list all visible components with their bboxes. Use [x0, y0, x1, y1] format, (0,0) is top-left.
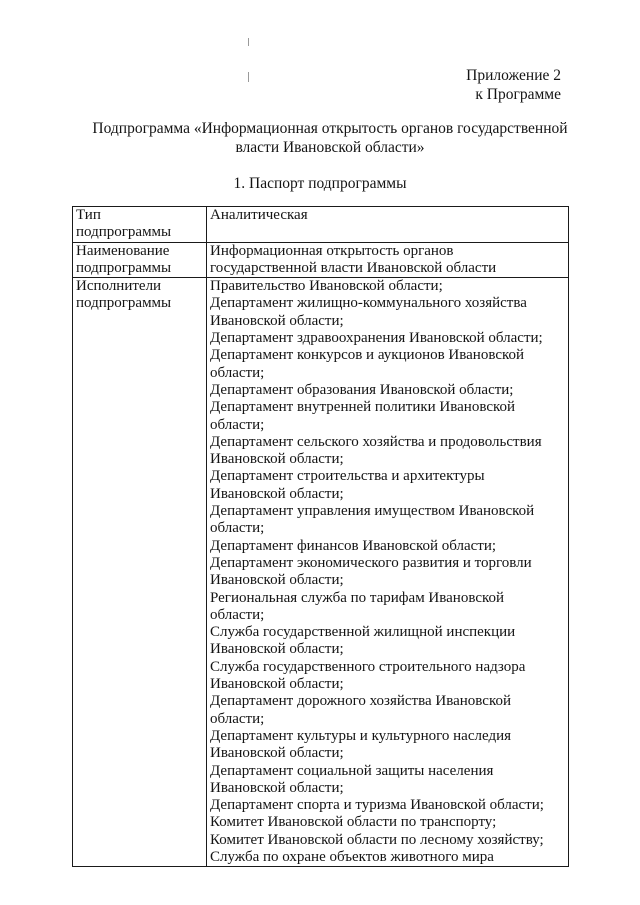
executor-line: области; — [210, 606, 265, 623]
scan-mark — [248, 72, 249, 82]
appendix-line-2: к Программе — [475, 86, 561, 103]
row-label-line: подпрограммы — [76, 259, 172, 276]
executor-line: Департамент жилищно-коммунального хозяйства — [210, 295, 527, 312]
passport-table — [72, 206, 569, 867]
executor-line: области; — [210, 520, 265, 537]
subprogram-title — [60, 119, 600, 157]
executor-line: Департамент дорожного хозяйства Ивановской — [210, 693, 512, 710]
executor-line: Департамент конкурсов и аукционов Ивановской — [210, 347, 525, 364]
executor-line: Региональная служба по тарифам Ивановской — [210, 589, 505, 606]
subprogram-title-line-1: Подпрограмма «Информационная открытость органов государственной — [92, 120, 568, 137]
executor-line: Департамент сельского хозяйства и продовольствия — [210, 433, 542, 450]
executor-line: Департамент управления имуществом Ивановской — [210, 503, 535, 520]
appendix-header — [466, 66, 561, 104]
executor-line: Ивановской области; — [210, 641, 344, 658]
executor-line: Ивановской области; — [210, 676, 344, 693]
executor-line: Комитет Ивановской области по лесному хозяйству; — [210, 831, 544, 848]
table-row — [73, 278, 569, 867]
scan-mark — [248, 38, 249, 46]
row-label-cell — [73, 278, 207, 867]
executor-line: Департамент здравоохранения Ивановской области; — [210, 330, 543, 347]
row-value-cell — [207, 207, 569, 243]
executors-list-cell — [207, 278, 569, 867]
executor-line: области; — [210, 416, 265, 433]
executor-line: Департамент внутренней политики Ивановской — [210, 399, 516, 416]
executor-line: Ивановской области; — [210, 312, 344, 329]
row-label-cell — [73, 207, 207, 243]
row-value-line: государственной власти Ивановской области — [210, 259, 497, 276]
row-value-cell — [207, 242, 569, 278]
executor-line: Ивановской области; — [210, 745, 344, 762]
executor-line: Департамент финансов Ивановской области; — [210, 537, 497, 554]
row-label-cell — [73, 242, 207, 278]
executor-line: Ивановской области; — [210, 485, 344, 502]
executor-line: Комитет Ивановской области по транспорту; — [210, 814, 497, 831]
row-value-line: Аналитическая — [210, 207, 308, 223]
executor-line: Департамент социальной защиты населения — [210, 762, 494, 779]
executor-line: Правительство Ивановской области; — [210, 278, 443, 295]
row-label-line: Тип — [76, 207, 101, 223]
row-label-line: Исполнители — [76, 278, 162, 295]
row-label-line: подпрограммы — [76, 295, 172, 312]
executor-line: Ивановской области; — [210, 572, 344, 589]
executor-line: области; — [210, 710, 265, 727]
executor-line: Ивановской области; — [210, 779, 344, 796]
executor-line: области; — [210, 364, 265, 381]
row-label-line: подпрограммы — [76, 224, 172, 241]
executor-line: Департамент строительства и архитектуры — [210, 468, 485, 485]
executor-line: Служба по охране объектов животного мира — [210, 848, 494, 865]
section-heading: 1. Паспорт подпрограммы — [233, 175, 407, 192]
executor-line: Департамент спорта и туризма Ивановской области; — [210, 797, 544, 814]
table-row — [73, 207, 569, 243]
executor-line: Департамент образования Ивановской области; — [210, 381, 514, 398]
executor-line: Служба государственного строительного надзора — [210, 658, 526, 675]
row-value-line: Информационная открытость органов — [210, 242, 454, 259]
executor-line: Служба государственной жилищной инспекции — [210, 624, 516, 641]
table-row — [73, 242, 569, 278]
executor-line: Ивановской области; — [210, 451, 344, 468]
subprogram-title-line-2: власти Ивановской области» — [235, 139, 425, 156]
row-label-line: Наименование — [76, 242, 170, 259]
executor-line: Департамент культуры и культурного наследия — [210, 727, 512, 744]
executor-line: Департамент экономического развития и торговли — [210, 554, 532, 571]
appendix-line-1: Приложение 2 — [466, 67, 561, 84]
